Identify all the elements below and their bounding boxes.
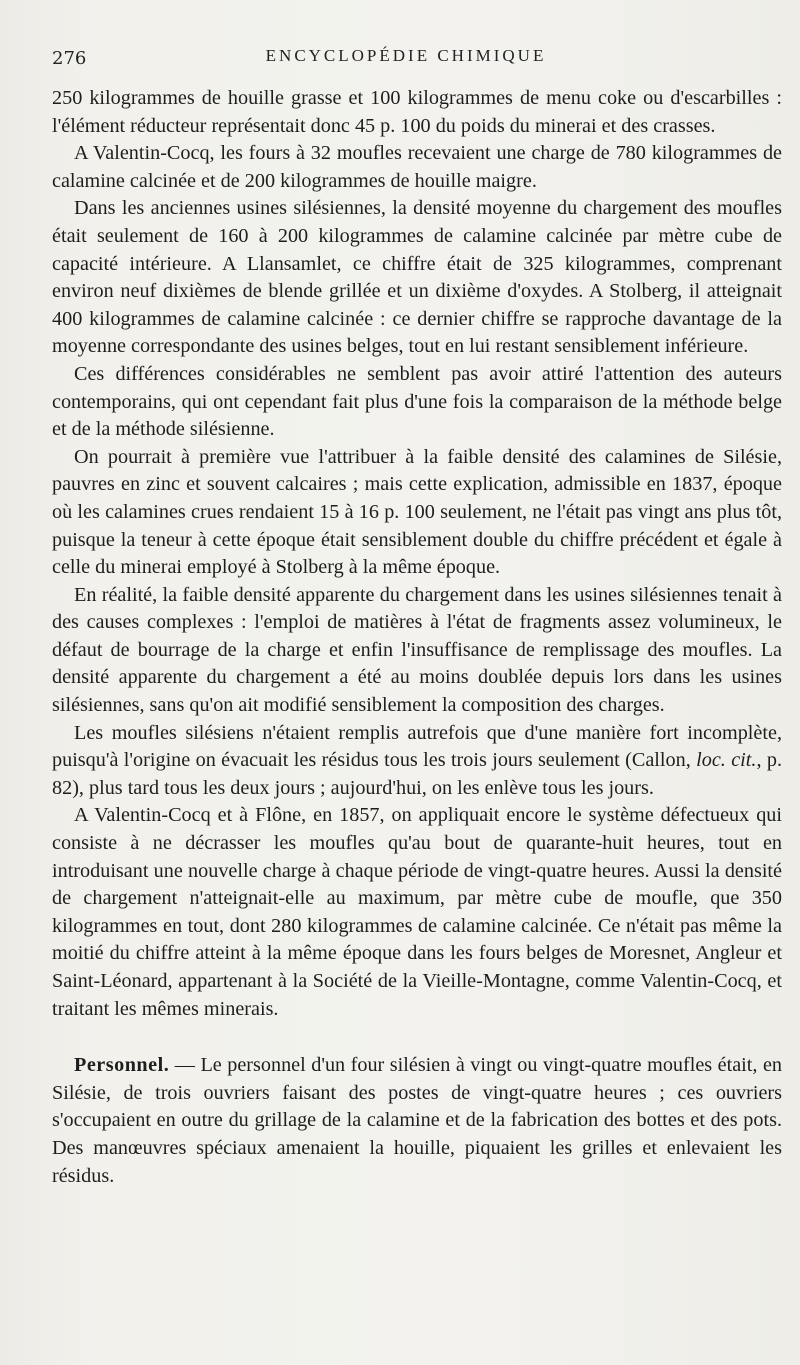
- section-dash: —: [169, 1054, 201, 1077]
- paragraph-7: [52, 720, 782, 803]
- paragraph-8: A Valentin-Cocq et à Flône, en 1857, on appliquait encore le système défectueux qui consiste à ne décrasser les moufles qu'au bout de quarante-huit heures, tout en introduisant une nouvelle charge à chaque période de vingt-quatre heures. Aussi la densité de chargement n'atteignait-elle au maximum, par mètre cube de moufle, que 350 kilogrammes en tout, dont 280 kilogrammes de calamine calcinée. Ce n'était pas même la moitié du chiffre atteint à la même époque dans les fours belges de Moresnet, Angleur et Saint-Léonard, appartenant à la Société de la Vieille-Montagne, comme Valentin-Cocq, et traitant les mêmes minerais.: [52, 804, 782, 1020]
- paragraph-2: A Valentin-Cocq, les fours à 32 moufles recevaient une charge de 780 kilogrammes de calamine calcinée et de 200 kilogrammes de houille maigre.: [52, 142, 782, 192]
- page-number: 276: [52, 48, 87, 69]
- paragraph-6: En réalité, la faible densité apparente du chargement dans les usines silésiennes tenait à des causes complexes : l'emploi de matières à l'état de fragments assez volumineux, le défaut de bourrage de la charge et enfin l'insuffisance de remplissage des moufles. La densité apparente du chargement a été au moins doublée depuis lors dans les usines silésiennes, sans qu'on ait modifié sensiblement la composition des charges.: [52, 583, 782, 717]
- paragraph-7-text-a: Les moufles silésiens n'étaient remplis autrefois que d'une manière fort incomplète, puisqu'à l'origine on évacuait les résidus tous les trois jours seulement (Callon,: [52, 721, 782, 772]
- section-personnel: [52, 1052, 782, 1190]
- body-text: [52, 85, 782, 1190]
- paragraph-5: On pourrait à première vue l'attribuer à la faible densité des calamines de Silésie, pauvres en zinc et souvent calcaires ; mais cette explication, admissible en 1837, époque où les calamines crues rendaient 15 à 16 p. 100 seulement, ne l'était pas vingt ans plus tôt, puisque la teneur à cette époque était sensiblement double du chiffre précédent et égale à celle du minerai employé à Stolberg à la même époque.: [52, 445, 782, 579]
- section-text: Le personnel d'un four silésien à vingt ou vingt-quatre moufles était, en Silésie, de trois ouvriers faisant des postes de vingt-quatre heures ; ces ouvriers s'occupaient en outre du grillage de la calamine et de la fabrication des bottes et des pots. Des manœuvres spéciaux amenaient la houille, piquaient les grilles et enlevaient les résidus.: [52, 1054, 782, 1187]
- paragraph-4: Ces différences considérables ne semblent pas avoir attiré l'attention des auteurs contemporains, qui ont cependant fait plus d'une fois la comparaison de la méthode belge et de la méthode silésienne.: [52, 362, 782, 441]
- paragraph-1: 250 kilogrammes de houille grasse et 100 kilogrammes de menu coke ou d'escarbilles : l'élément réducteur représentait donc 45 p. 100 du poids du minerai et des crasses.: [52, 87, 782, 137]
- section-spacer: [52, 1023, 782, 1052]
- running-head: [52, 42, 760, 72]
- citation-italic: loc. cit.: [696, 749, 757, 772]
- running-title: ENCYCLOPÉDIE CHIMIQUE: [265, 46, 547, 65]
- paragraph-3: Dans les anciennes usines silésiennes, la densité moyenne du chargement des moufles était seulement de 160 à 200 kilogrammes de calamine calcinée par mètre cube de capacité intérieure. A Llansamlet, ce chiffre était de 325 kilogrammes, comprenant environ neuf dixièmes de blende grillée et un dixième d'oxydes. A Stolberg, il atteignait 400 kilogrammes de calamine calcinée : ce dernier chiffre se rapproche davantage de la moyenne correspondante des usines belges, tout en lui restant sensiblement inférieure.: [52, 197, 782, 358]
- section-heading: Personnel.: [74, 1054, 170, 1077]
- paragraph-7-text-b: , p. 82), plus tard tous les deux jours ; aujourd'hui, on les enlève tous les jours.: [52, 749, 783, 799]
